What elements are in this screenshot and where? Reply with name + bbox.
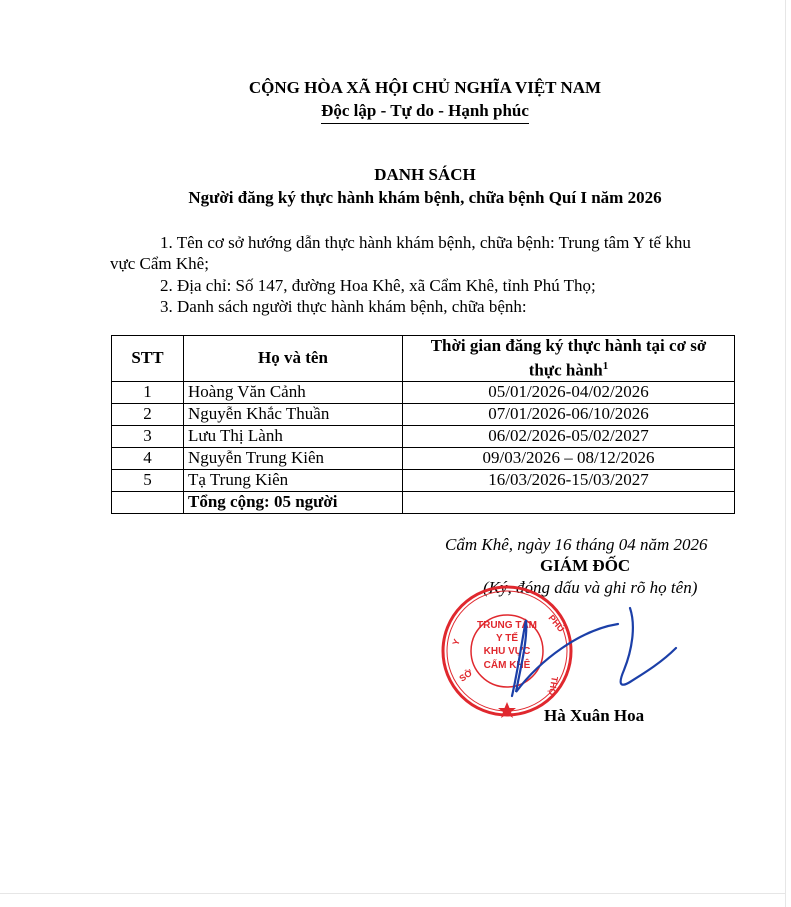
cell-period: 06/02/2026-05/02/2027: [403, 425, 735, 447]
table-header-row: [112, 336, 735, 382]
paragraph-facility-cont: vực Cẩm Khê;: [110, 254, 209, 273]
nation-motto: [0, 101, 791, 124]
cell-empty: [403, 491, 735, 513]
cell-stt: 3: [112, 425, 184, 447]
table-row: [112, 381, 735, 403]
svg-text:THỌ: THỌ: [546, 675, 560, 697]
signer-name: Hà Xuân Hoa: [544, 706, 645, 725]
table-total-row: [112, 491, 735, 513]
svg-text:CẨM KHÊ: CẨM KHÊ: [483, 660, 531, 671]
header-time-line1: Thời gian đăng ký thực hành tại cơ sở: [430, 336, 707, 355]
cell-stt: 4: [112, 447, 184, 469]
table-row: [112, 403, 735, 425]
table-row: [112, 425, 735, 447]
cell-empty: [112, 491, 184, 513]
header-time-line2: thực hành: [528, 360, 603, 380]
nation-motto-text: Độc lập - Tự do - Hạnh phúc: [321, 101, 529, 124]
cell-period: 07/01/2026-06/10/2026: [403, 403, 735, 425]
signature-date: Cẩm Khê, ngày 16 tháng 04 năm 2026: [445, 535, 708, 554]
nation-title: CỘNG HÒA XÃ HỘI CHỦ NGHĨA VIỆT NAM: [248, 78, 602, 97]
cell-period: 16/03/2026-15/03/2027: [403, 469, 735, 491]
cell-name: Tạ Trung Kiên: [184, 469, 403, 491]
cell-stt: 1: [112, 381, 184, 403]
handwritten-signature: [500, 600, 700, 710]
header-stt: STT: [112, 336, 184, 382]
svg-text:PHÚ: PHÚ: [546, 612, 567, 634]
svg-text:TRUNG TÂM: TRUNG TÂM: [477, 620, 537, 631]
cell-total: Tổng cộng: 05 người: [184, 491, 403, 513]
svg-text:Y: Y: [450, 637, 462, 647]
cell-period: 09/03/2026 – 08/12/2026: [403, 447, 735, 469]
document-title: DANH SÁCH: [374, 165, 476, 184]
cell-name: Nguyễn Trung Kiên: [184, 447, 403, 469]
cell-name: Lưu Thị Lành: [184, 425, 403, 447]
header-time: [403, 336, 735, 382]
cell-stt: 5: [112, 469, 184, 491]
cell-name: Hoàng Văn Cảnh: [184, 381, 403, 403]
table-row: [112, 469, 735, 491]
page-edge-bottom: [0, 893, 786, 894]
table-row: [112, 447, 735, 469]
signature-note: (Ký, đóng dấu và ghi rõ họ tên): [483, 578, 698, 597]
svg-text:Y TẾ: Y TẾ: [495, 633, 519, 644]
footnote-marker: 1: [602, 360, 609, 372]
document-subtitle: Người đăng ký thực hành khám bệnh, chữa bệnh Quí I năm 2026: [188, 188, 662, 207]
cell-stt: 2: [112, 403, 184, 425]
svg-text:SỞ: SỞ: [457, 667, 475, 684]
registration-table: [111, 335, 735, 514]
signer-role: GIÁM ĐỐC: [540, 556, 631, 575]
header-name: Họ và tên: [184, 336, 403, 382]
svg-text:KHU VỰC: KHU VỰC: [483, 646, 531, 657]
paragraph-address: 2. Địa chỉ: Số 147, đường Hoa Khê, xã Cẩm Khê, tỉnh Phú Thọ;: [160, 276, 596, 295]
page-edge-right: [785, 0, 786, 907]
cell-name: Nguyễn Khắc Thuần: [184, 403, 403, 425]
paragraph-list-intro: 3. Danh sách người thực hành khám bệnh, chữa bệnh:: [160, 297, 527, 316]
cell-period: 05/01/2026-04/02/2026: [403, 381, 735, 403]
paragraph-facility: 1. Tên cơ sở hướng dẫn thực hành khám bệnh, chữa bệnh: Trung tâm Y tế khu: [160, 233, 691, 252]
